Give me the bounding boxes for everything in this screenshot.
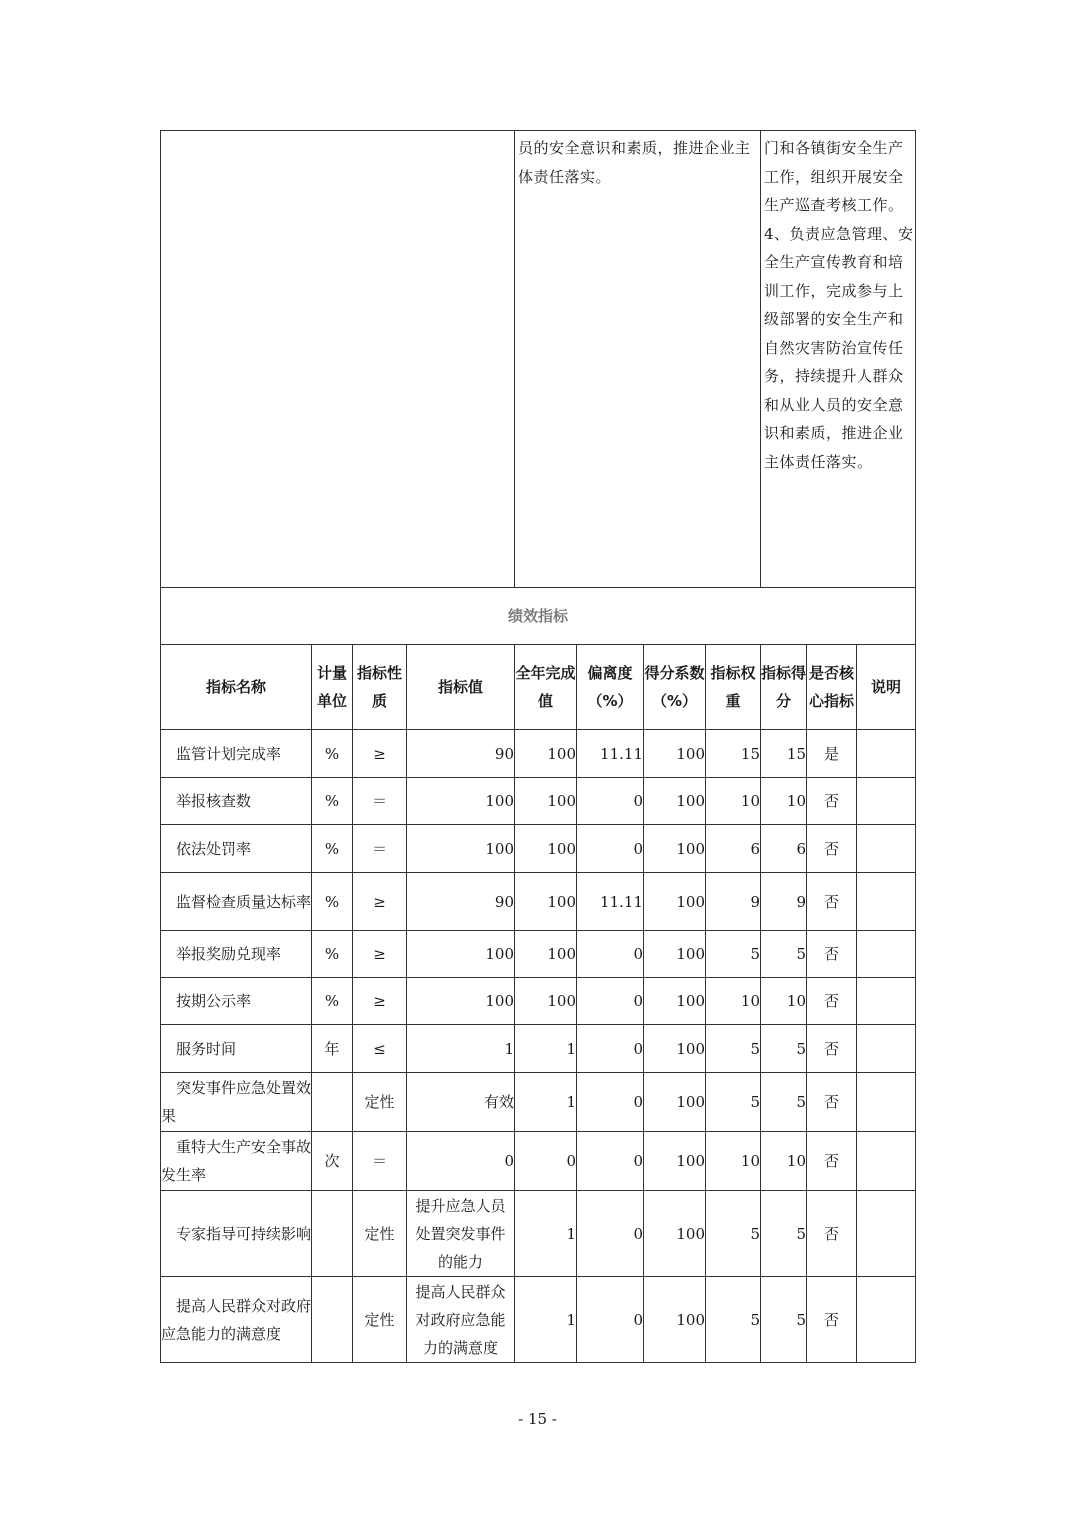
cell-weight: 5 <box>706 1073 761 1132</box>
header-name: 指标名称 <box>161 645 312 730</box>
cell-unit: % <box>312 931 353 978</box>
cell-completed: 100 <box>515 825 577 873</box>
cell-nature: ＝ <box>353 1132 407 1191</box>
cell-note <box>857 1191 916 1277</box>
cell-note <box>857 1025 916 1073</box>
cell-core: 否 <box>807 778 857 825</box>
cell-coefficient: 100 <box>644 873 706 931</box>
header-score: 指标得分 <box>761 645 807 730</box>
cell-completed: 100 <box>515 873 577 931</box>
table-row <box>161 1191 916 1277</box>
cell-unit: 次 <box>312 1132 353 1191</box>
cell-value: 90 <box>407 873 515 931</box>
cell-name: 举报奖励兑现率 <box>161 931 312 978</box>
cell-coefficient: 100 <box>644 978 706 1025</box>
table-row <box>161 730 916 778</box>
cell-completed: 100 <box>515 778 577 825</box>
cell-value: 1 <box>407 1025 515 1073</box>
cell-core: 否 <box>807 873 857 931</box>
cell-nature: ≥ <box>353 873 407 931</box>
cell-completed: 1 <box>515 1191 577 1277</box>
cell-weight: 5 <box>706 1191 761 1277</box>
cell-coefficient: 100 <box>644 1073 706 1132</box>
cell-score: 5 <box>761 1025 807 1073</box>
cell-name: 重特大生产安全事故发生率 <box>161 1132 312 1191</box>
header-completed: 全年完成值 <box>515 645 577 730</box>
cell-completed: 100 <box>515 730 577 778</box>
cell-note <box>857 978 916 1025</box>
header-coefficient: 得分系数（%） <box>644 645 706 730</box>
cell-name: 服务时间 <box>161 1025 312 1073</box>
table-row <box>161 1277 916 1363</box>
cell-weight: 5 <box>706 931 761 978</box>
performance-table <box>160 130 916 1363</box>
cell-deviation: 11.11 <box>577 873 644 931</box>
cell-nature: ≥ <box>353 730 407 778</box>
cell-unit <box>312 1191 353 1277</box>
cell-unit: % <box>312 825 353 873</box>
cell-name: 举报核查数 <box>161 778 312 825</box>
cell-weight: 6 <box>706 825 761 873</box>
cell-score: 5 <box>761 931 807 978</box>
cell-name: 突发事件应急处置效果 <box>161 1073 312 1132</box>
table-row <box>161 825 916 873</box>
top-blank-cell <box>161 131 515 588</box>
cell-completed: 0 <box>515 1132 577 1191</box>
cell-value: 0 <box>407 1132 515 1191</box>
cell-name: 专家指导可持续影响 <box>161 1191 312 1277</box>
cell-coefficient: 100 <box>644 778 706 825</box>
cell-note <box>857 873 916 931</box>
header-note: 说明 <box>857 645 916 730</box>
cell-note <box>857 1073 916 1132</box>
table-row <box>161 873 916 931</box>
cell-core: 否 <box>807 1025 857 1073</box>
cell-value: 提高人民群众对政府应急能力的满意度 <box>407 1277 515 1363</box>
cell-unit: % <box>312 873 353 931</box>
cell-deviation: 0 <box>577 1277 644 1363</box>
cell-deviation: 0 <box>577 1025 644 1073</box>
cell-completed: 100 <box>515 978 577 1025</box>
cell-value: 100 <box>407 931 515 978</box>
table-row <box>161 978 916 1025</box>
cell-score: 10 <box>761 778 807 825</box>
cell-core: 是 <box>807 730 857 778</box>
cell-nature: 定性 <box>353 1073 407 1132</box>
cell-coefficient: 100 <box>644 1191 706 1277</box>
cell-coefficient: 100 <box>644 730 706 778</box>
cell-completed: 100 <box>515 931 577 978</box>
cell-weight: 5 <box>706 1025 761 1073</box>
cell-note <box>857 778 916 825</box>
cell-score: 10 <box>761 1132 807 1191</box>
cell-note <box>857 1132 916 1191</box>
cell-nature: ＝ <box>353 825 407 873</box>
cell-note <box>857 1277 916 1363</box>
cell-deviation: 11.11 <box>577 730 644 778</box>
cell-nature: ≥ <box>353 978 407 1025</box>
cell-deviation: 0 <box>577 1132 644 1191</box>
cell-deviation: 0 <box>577 1073 644 1132</box>
cell-completed: 1 <box>515 1025 577 1073</box>
cell-score: 15 <box>761 730 807 778</box>
cell-core: 否 <box>807 1191 857 1277</box>
table-row <box>161 778 916 825</box>
cell-name: 依法处罚率 <box>161 825 312 873</box>
cell-nature: ＝ <box>353 778 407 825</box>
header-core: 是否核心指标 <box>807 645 857 730</box>
table-row <box>161 1132 916 1191</box>
top-middle-cell <box>515 131 761 588</box>
cell-coefficient: 100 <box>644 931 706 978</box>
header-weight: 指标权重 <box>706 645 761 730</box>
cell-note <box>857 730 916 778</box>
cell-name: 提高人民群众对政府应急能力的满意度 <box>161 1277 312 1363</box>
cell-weight: 10 <box>706 978 761 1025</box>
cell-core: 否 <box>807 1073 857 1132</box>
cell-deviation: 0 <box>577 931 644 978</box>
cell-note <box>857 825 916 873</box>
header-unit: 计量单位 <box>312 645 353 730</box>
header-deviation: 偏离度（%） <box>577 645 644 730</box>
cell-core: 否 <box>807 825 857 873</box>
cell-unit: % <box>312 978 353 1025</box>
header-nature: 指标性质 <box>353 645 407 730</box>
cell-value: 100 <box>407 978 515 1025</box>
cell-name: 按期公示率 <box>161 978 312 1025</box>
cell-value: 100 <box>407 778 515 825</box>
cell-nature: 定性 <box>353 1277 407 1363</box>
cell-unit <box>312 1073 353 1132</box>
cell-weight: 9 <box>706 873 761 931</box>
cell-value: 提升应急人员处置突发事件的能力 <box>407 1191 515 1277</box>
cell-unit: 年 <box>312 1025 353 1073</box>
cell-name: 监督检查质量达标率 <box>161 873 312 931</box>
cell-coefficient: 100 <box>644 1025 706 1073</box>
cell-unit <box>312 1277 353 1363</box>
cell-completed: 1 <box>515 1277 577 1363</box>
cell-core: 否 <box>807 1132 857 1191</box>
cell-nature: 定性 <box>353 1191 407 1277</box>
cell-score: 5 <box>761 1191 807 1277</box>
top-middle-text: 员的安全意识和素质，推进企业主体责任落实。 <box>518 139 751 186</box>
cell-unit: % <box>312 778 353 825</box>
cell-deviation: 0 <box>577 1191 644 1277</box>
table-row <box>161 1025 916 1073</box>
cell-weight: 10 <box>706 1132 761 1191</box>
top-right-cell <box>761 131 916 588</box>
cell-score: 5 <box>761 1277 807 1363</box>
page-number: - 15 - <box>518 1410 557 1428</box>
cell-core: 否 <box>807 978 857 1025</box>
cell-coefficient: 100 <box>644 1277 706 1363</box>
cell-deviation: 0 <box>577 978 644 1025</box>
cell-value: 100 <box>407 825 515 873</box>
cell-nature: ≥ <box>353 931 407 978</box>
cell-score: 10 <box>761 978 807 1025</box>
cell-weight: 15 <box>706 730 761 778</box>
cell-value: 有效 <box>407 1073 515 1132</box>
section-title-row <box>161 588 916 645</box>
top-section-row <box>161 131 916 588</box>
cell-deviation: 0 <box>577 778 644 825</box>
cell-weight: 5 <box>706 1277 761 1363</box>
cell-score: 5 <box>761 1073 807 1132</box>
cell-weight: 10 <box>706 778 761 825</box>
top-right-text: 门和各镇街安全生产工作，组织开展安全生产巡查考核工作。 4、负责应急管理、安全生产宣传教育和培训工作，完成参与上级部署的安全生产和自然灾害防治宣传任务，持续提升人群众和从业人员的安全意识和素质，推进企业主体责任落实。 <box>764 139 914 471</box>
cell-deviation: 0 <box>577 825 644 873</box>
cell-note <box>857 931 916 978</box>
section-title: 绩效指标 <box>161 588 916 645</box>
cell-nature: ≤ <box>353 1025 407 1073</box>
cell-coefficient: 100 <box>644 825 706 873</box>
cell-core: 否 <box>807 1277 857 1363</box>
cell-core: 否 <box>807 931 857 978</box>
table-row <box>161 931 916 978</box>
header-row <box>161 645 916 730</box>
cell-unit: % <box>312 730 353 778</box>
header-value: 指标值 <box>407 645 515 730</box>
cell-score: 6 <box>761 825 807 873</box>
table-row <box>161 1073 916 1132</box>
cell-score: 9 <box>761 873 807 931</box>
cell-value: 90 <box>407 730 515 778</box>
cell-completed: 1 <box>515 1073 577 1132</box>
cell-name: 监管计划完成率 <box>161 730 312 778</box>
cell-coefficient: 100 <box>644 1132 706 1191</box>
